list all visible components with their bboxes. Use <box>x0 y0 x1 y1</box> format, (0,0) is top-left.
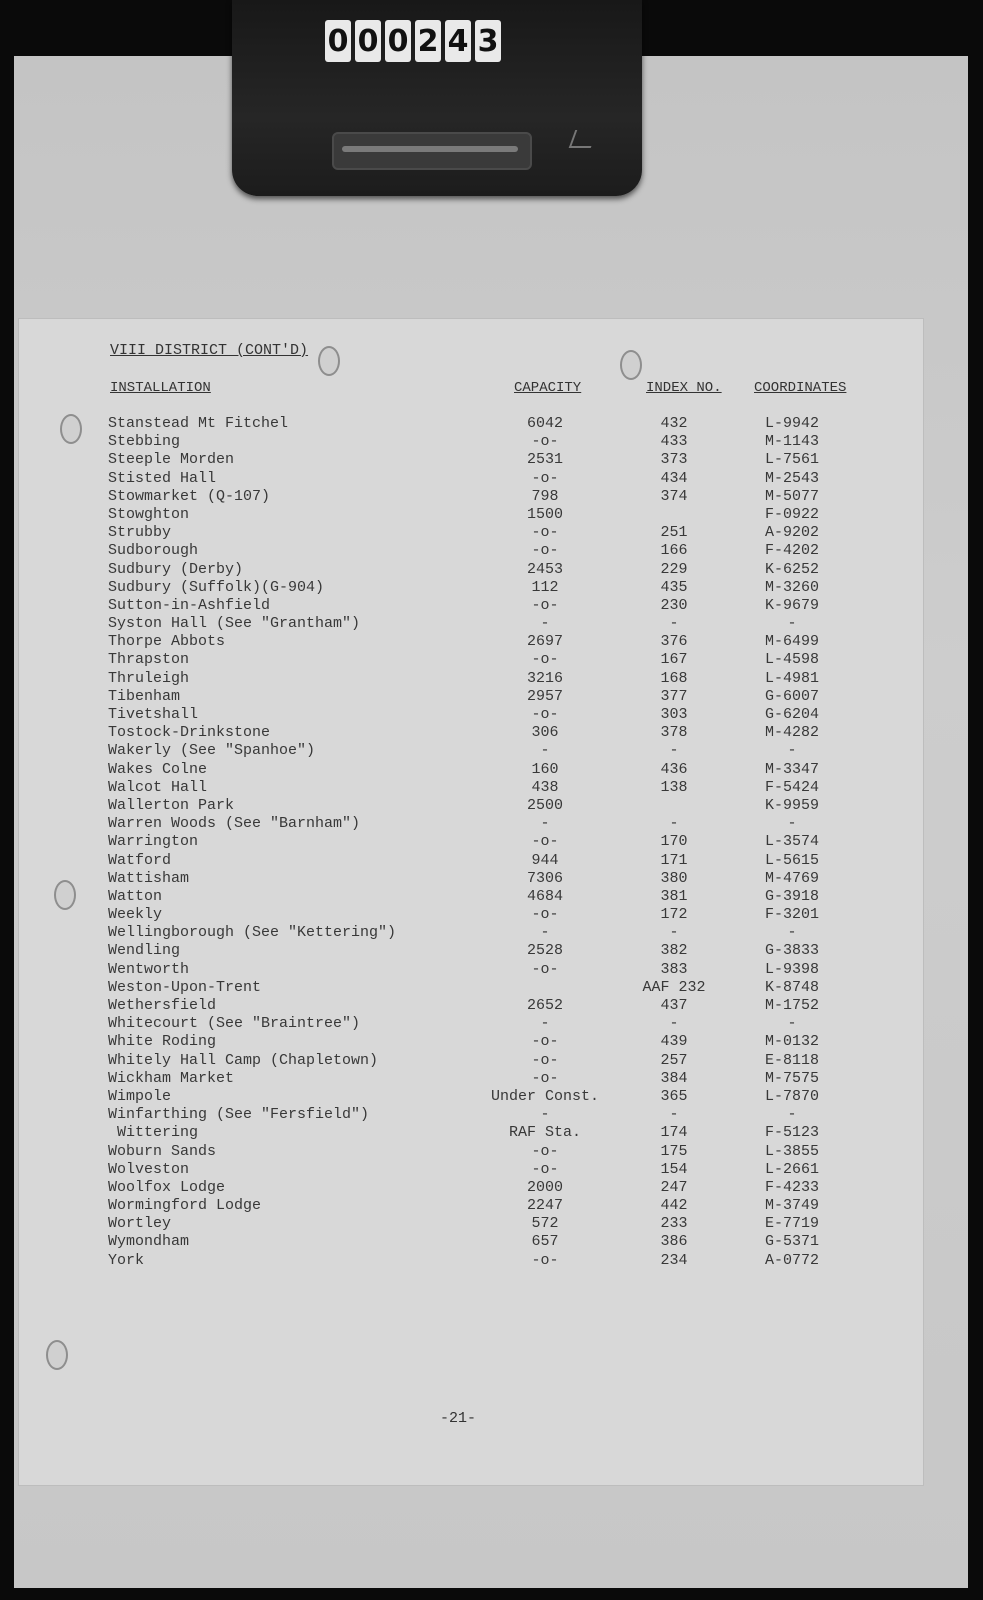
capacity-cell: -o- <box>531 1251 559 1269</box>
coordinates-cell: M-6499 <box>764 633 819 651</box>
coordinates-cell: L-4981 <box>764 669 819 687</box>
capacity-cell: -o- <box>531 651 559 669</box>
coordinates-cell: - <box>787 815 797 833</box>
table-row <box>0 415 983 433</box>
table-row <box>0 524 983 542</box>
coordinates-cell: L-2661 <box>764 1160 819 1178</box>
index-cell: 374 <box>660 487 688 505</box>
installation-name: Wethersfield <box>108 997 217 1014</box>
table-row <box>0 488 983 506</box>
index-cell: 234 <box>660 1251 688 1269</box>
capacity-cell: 6042 <box>526 415 563 432</box>
capacity-cell: 4684 <box>526 887 563 905</box>
table-row <box>0 633 983 651</box>
index-cell: 434 <box>660 469 688 487</box>
installation-table <box>0 415 983 1270</box>
installation-name: Whitecourt (See "Braintree") <box>108 1015 361 1033</box>
installation-name: Wallerton Park <box>108 796 235 814</box>
table-row <box>0 961 983 979</box>
coordinates-cell: M-3749 <box>764 1197 819 1215</box>
capacity-cell: - <box>540 1106 550 1124</box>
capacity-cell: 2528 <box>526 942 563 960</box>
table-row <box>0 1052 983 1070</box>
coordinates-cell: M-1752 <box>764 997 819 1014</box>
coordinates-cell: M-0132 <box>764 1033 819 1051</box>
installation-name: Thruleigh <box>108 669 190 687</box>
index-cell: 154 <box>660 1160 688 1178</box>
index-cell: 257 <box>660 1051 688 1069</box>
capacity-cell: -o- <box>531 542 559 560</box>
coordinates-cell: M-3260 <box>764 578 819 596</box>
installation-name: Stebbing <box>108 433 181 451</box>
index-cell: - <box>669 1015 679 1033</box>
coordinates-cell: F-0922 <box>764 505 819 523</box>
index-cell: 436 <box>660 760 688 778</box>
table-row <box>0 797 983 815</box>
coordinates-cell: E-7719 <box>764 1215 819 1233</box>
table-row <box>0 761 983 779</box>
index-cell: 230 <box>660 596 688 614</box>
coordinates-cell: L-5615 <box>764 851 819 869</box>
installation-name: Syston Hall (See "Grantham") <box>108 615 361 633</box>
capacity-cell: Under Const. <box>490 1087 600 1105</box>
capacity-cell: -o- <box>531 906 559 924</box>
index-cell: 382 <box>660 942 688 960</box>
capacity-cell: -o- <box>531 524 559 542</box>
table-row <box>0 870 983 888</box>
coordinates-cell: K-8748 <box>764 978 819 996</box>
coordinates-cell: M-2543 <box>764 469 819 487</box>
table-row <box>0 942 983 960</box>
installation-name: Stowmarket (Q-107) <box>108 487 271 505</box>
table-row <box>0 597 983 615</box>
capacity-cell: 2453 <box>526 560 563 578</box>
coordinates-cell: L-4598 <box>764 651 819 669</box>
table-row <box>0 779 983 797</box>
counter-digit: 0 <box>355 20 381 62</box>
installation-name: Wakes Colne <box>108 760 208 778</box>
installation-name: Stanstead Mt Fitchel <box>108 415 289 432</box>
installation-name: Warren Woods (See "Barnham") <box>108 815 361 833</box>
frame-counter-digits <box>325 20 501 66</box>
capacity-cell: - <box>540 742 550 760</box>
clip-plate <box>332 132 532 170</box>
coordinates-cell: K-9679 <box>764 596 819 614</box>
index-cell: 433 <box>660 433 688 451</box>
table-row <box>0 1124 983 1142</box>
installation-name: Weekly <box>108 906 163 924</box>
index-cell: 233 <box>660 1215 688 1233</box>
table-row <box>0 1252 983 1270</box>
capacity-cell: RAF Sta. <box>508 1124 581 1142</box>
table-row <box>0 1070 983 1088</box>
capacity-cell: -o- <box>531 1051 559 1069</box>
capacity-cell: -o- <box>531 960 559 978</box>
capacity-cell: 3216 <box>526 669 563 687</box>
capacity-cell: 306 <box>531 724 559 742</box>
index-cell: 168 <box>660 669 688 687</box>
table-row <box>0 579 983 597</box>
installation-name: Wattisham <box>108 869 190 887</box>
coordinates-cell: M-3347 <box>764 760 819 778</box>
table-row <box>0 615 983 633</box>
installation-name: Tivetshall <box>108 706 199 723</box>
coordinates-cell: - <box>787 615 797 633</box>
counter-digit: 4 <box>445 20 471 62</box>
table-row <box>0 724 983 742</box>
installation-name: Sudbury (Suffolk)(G-904) <box>108 578 325 596</box>
capacity-cell: -o- <box>531 706 559 723</box>
index-cell: 386 <box>660 1233 688 1251</box>
capacity-cell: -o- <box>531 596 559 614</box>
coordinates-cell: M-4769 <box>764 869 819 887</box>
capacity-cell: 2531 <box>526 451 563 469</box>
counter-digit: 3 <box>475 20 501 62</box>
index-cell: AAF 232 <box>642 978 706 996</box>
counter-digit: 2 <box>415 20 441 62</box>
index-cell: 229 <box>660 560 688 578</box>
installation-name: Walcot Hall <box>108 778 208 796</box>
coordinates-cell: L-3574 <box>764 833 819 851</box>
index-cell: 138 <box>660 778 688 796</box>
index-cell: 167 <box>660 651 688 669</box>
coordinates-cell: - <box>787 742 797 760</box>
capacity-cell: 798 <box>531 487 559 505</box>
capacity-cell: 438 <box>531 778 559 796</box>
capacity-cell: -o- <box>531 1160 559 1178</box>
capacity-cell: 7306 <box>526 869 563 887</box>
index-cell: 303 <box>660 706 688 723</box>
index-cell: 170 <box>660 833 688 851</box>
table-row <box>0 670 983 688</box>
installation-name: Whitely Hall Camp (Chapletown) <box>108 1051 379 1069</box>
table-row <box>0 997 983 1015</box>
index-cell: 251 <box>660 524 688 542</box>
installation-name: Tibenham <box>108 687 181 705</box>
coordinates-cell: L-7561 <box>764 451 819 469</box>
capacity-cell: 572 <box>531 1215 559 1233</box>
installation-name: Wimpole <box>108 1087 172 1105</box>
table-row <box>0 833 983 851</box>
capacity-cell: 1500 <box>526 505 563 523</box>
capacity-cell: 2247 <box>526 1197 563 1215</box>
index-cell: - <box>669 615 679 633</box>
capacity-cell: 2957 <box>526 687 563 705</box>
installation-name: Wolveston <box>108 1160 190 1178</box>
installation-name: Wickham Market <box>108 1069 235 1087</box>
installation-name: Sudborough <box>108 542 199 560</box>
coordinates-cell: F-4233 <box>764 1178 819 1196</box>
coordinates-cell: F-5123 <box>764 1124 819 1142</box>
coordinates-cell: M-7575 <box>764 1069 819 1087</box>
index-cell: - <box>669 742 679 760</box>
index-cell: 171 <box>660 851 688 869</box>
capacity-cell: - <box>540 1015 550 1033</box>
installation-name: Steeple Morden <box>108 451 235 469</box>
clip-slot <box>342 146 518 152</box>
column-header-installation: INSTALLATION <box>110 380 211 396</box>
installation-name: Sudbury (Derby) <box>108 560 244 578</box>
installation-name: Woburn Sands <box>108 1142 217 1160</box>
table-row <box>0 506 983 524</box>
page-number: -21- <box>440 1410 477 1427</box>
capacity-cell: - <box>540 615 550 633</box>
capacity-cell: -o- <box>531 1142 559 1160</box>
index-cell: - <box>669 924 679 942</box>
index-cell: 377 <box>660 687 688 705</box>
table-row <box>0 561 983 579</box>
counter-digit: 0 <box>325 20 351 62</box>
index-cell: 365 <box>660 1087 688 1105</box>
table-row <box>0 1106 983 1124</box>
table-row <box>0 1197 983 1215</box>
punch-hole-icon <box>46 1340 68 1370</box>
installation-name: Thorpe Abbots <box>108 633 226 651</box>
installation-name: Weston-Upon-Trent <box>108 978 262 996</box>
installation-name: Strubby <box>108 524 172 542</box>
index-cell: - <box>669 815 679 833</box>
table-row <box>0 979 983 997</box>
capacity-cell: 2500 <box>526 796 563 814</box>
installation-name: Stowghton <box>108 505 190 523</box>
coordinates-cell: G-3833 <box>764 942 819 960</box>
district-heading: VIII DISTRICT (CONT'D) <box>110 342 309 359</box>
installation-name: Wymondham <box>108 1233 190 1251</box>
installation-name: Wittering <box>108 1124 199 1142</box>
capacity-cell: 2697 <box>526 633 563 651</box>
table-row <box>0 706 983 724</box>
index-cell: 376 <box>660 633 688 651</box>
installation-name: Thrapston <box>108 651 190 669</box>
punch-hole-icon <box>620 350 642 380</box>
counter-digit: 0 <box>385 20 411 62</box>
index-cell: 373 <box>660 451 688 469</box>
coordinates-cell: L-3855 <box>764 1142 819 1160</box>
capacity-cell: -o- <box>531 1069 559 1087</box>
index-cell: 435 <box>660 578 688 596</box>
installation-name: Tostock-Drinkstone <box>108 724 271 742</box>
capacity-cell: -o- <box>531 469 559 487</box>
index-cell: 383 <box>660 960 688 978</box>
capacity-cell: 112 <box>531 578 559 596</box>
table-row <box>0 1015 983 1033</box>
capacity-cell: 657 <box>531 1233 559 1251</box>
coordinates-cell: A-0772 <box>764 1251 819 1269</box>
column-header-coordinates: COORDINATES <box>754 380 847 396</box>
table-row <box>0 924 983 942</box>
table-row <box>0 1161 983 1179</box>
capacity-cell: -o- <box>531 433 559 451</box>
index-cell: 437 <box>660 997 688 1014</box>
installation-name: Wentworth <box>108 960 190 978</box>
coordinates-cell: K-6252 <box>764 560 819 578</box>
coordinates-cell: - <box>787 1106 797 1124</box>
capacity-cell: -o- <box>531 833 559 851</box>
coordinates-cell: F-3201 <box>764 906 819 924</box>
installation-name: Wakerly (See "Spanhoe") <box>108 742 316 760</box>
installation-name: Woolfox Lodge <box>108 1178 226 1196</box>
table-row <box>0 651 983 669</box>
coordinates-cell: L-9398 <box>764 960 819 978</box>
installation-name: Watford <box>108 851 172 869</box>
table-row <box>0 1233 983 1251</box>
coordinates-cell: M-1143 <box>764 433 819 451</box>
index-cell: 172 <box>660 906 688 924</box>
installation-name: Warrington <box>108 833 199 851</box>
table-row <box>0 906 983 924</box>
column-header-capacity: CAPACITY <box>514 380 582 396</box>
table-row <box>0 1143 983 1161</box>
installation-name: Wendling <box>108 942 181 960</box>
coordinates-cell: F-5424 <box>764 778 819 796</box>
index-cell: 174 <box>660 1124 688 1142</box>
table-row <box>0 1179 983 1197</box>
index-cell: 442 <box>660 1197 688 1215</box>
installation-name: Stisted Hall <box>108 469 217 487</box>
coordinates-cell: G-5371 <box>764 1233 819 1251</box>
coordinates-cell: G-3918 <box>764 887 819 905</box>
coordinates-cell: M-4282 <box>764 724 819 742</box>
index-cell: 380 <box>660 869 688 887</box>
index-cell: 166 <box>660 542 688 560</box>
capacity-cell: - <box>540 924 550 942</box>
coordinates-cell: F-4202 <box>764 542 819 560</box>
coordinates-cell: E-8118 <box>764 1051 819 1069</box>
table-row <box>0 1088 983 1106</box>
table-row <box>0 433 983 451</box>
coordinates-cell: - <box>787 1015 797 1033</box>
installation-name: Winfarthing (See "Fersfield") <box>108 1106 370 1124</box>
index-cell: 381 <box>660 887 688 905</box>
installation-name: Wormingford Lodge <box>108 1197 262 1215</box>
table-row <box>0 542 983 560</box>
coordinates-cell: L-7870 <box>764 1087 819 1105</box>
index-cell: 378 <box>660 724 688 742</box>
table-row <box>0 470 983 488</box>
capacity-cell: - <box>540 815 550 833</box>
coordinates-cell: K-9959 <box>764 796 819 814</box>
installation-name: York <box>108 1251 145 1269</box>
installation-name: White Roding <box>108 1033 217 1051</box>
table-row <box>0 815 983 833</box>
index-cell: 247 <box>660 1178 688 1196</box>
index-cell: 432 <box>660 415 688 432</box>
index-cell: 384 <box>660 1069 688 1087</box>
capacity-cell: -o- <box>531 1033 559 1051</box>
table-row <box>0 1215 983 1233</box>
installation-name: Wellingborough (See "Kettering") <box>108 924 397 942</box>
table-row <box>0 451 983 469</box>
capacity-cell: 160 <box>531 760 559 778</box>
capacity-cell: 2000 <box>526 1178 563 1196</box>
index-cell: 175 <box>660 1142 688 1160</box>
coordinates-cell: L-9942 <box>764 415 819 432</box>
index-cell: 439 <box>660 1033 688 1051</box>
table-row <box>0 1033 983 1051</box>
installation-name: Sutton-in-Ashfield <box>108 596 271 614</box>
coordinates-cell: M-5077 <box>764 487 819 505</box>
installation-name: Watton <box>108 887 163 905</box>
table-row <box>0 742 983 760</box>
punch-hole-icon <box>318 346 340 376</box>
capacity-cell: 944 <box>531 851 559 869</box>
table-row <box>0 852 983 870</box>
column-header-index: INDEX NO. <box>646 380 722 396</box>
capacity-cell: 2652 <box>526 997 563 1014</box>
coordinates-cell: G-6007 <box>764 687 819 705</box>
installation-name: Wortley <box>108 1215 172 1233</box>
coordinates-cell: G-6204 <box>764 706 819 723</box>
index-cell: - <box>669 1106 679 1124</box>
check-mark-icon <box>569 130 598 148</box>
table-row <box>0 888 983 906</box>
table-row <box>0 688 983 706</box>
coordinates-cell: - <box>787 924 797 942</box>
coordinates-cell: A-9202 <box>764 524 819 542</box>
